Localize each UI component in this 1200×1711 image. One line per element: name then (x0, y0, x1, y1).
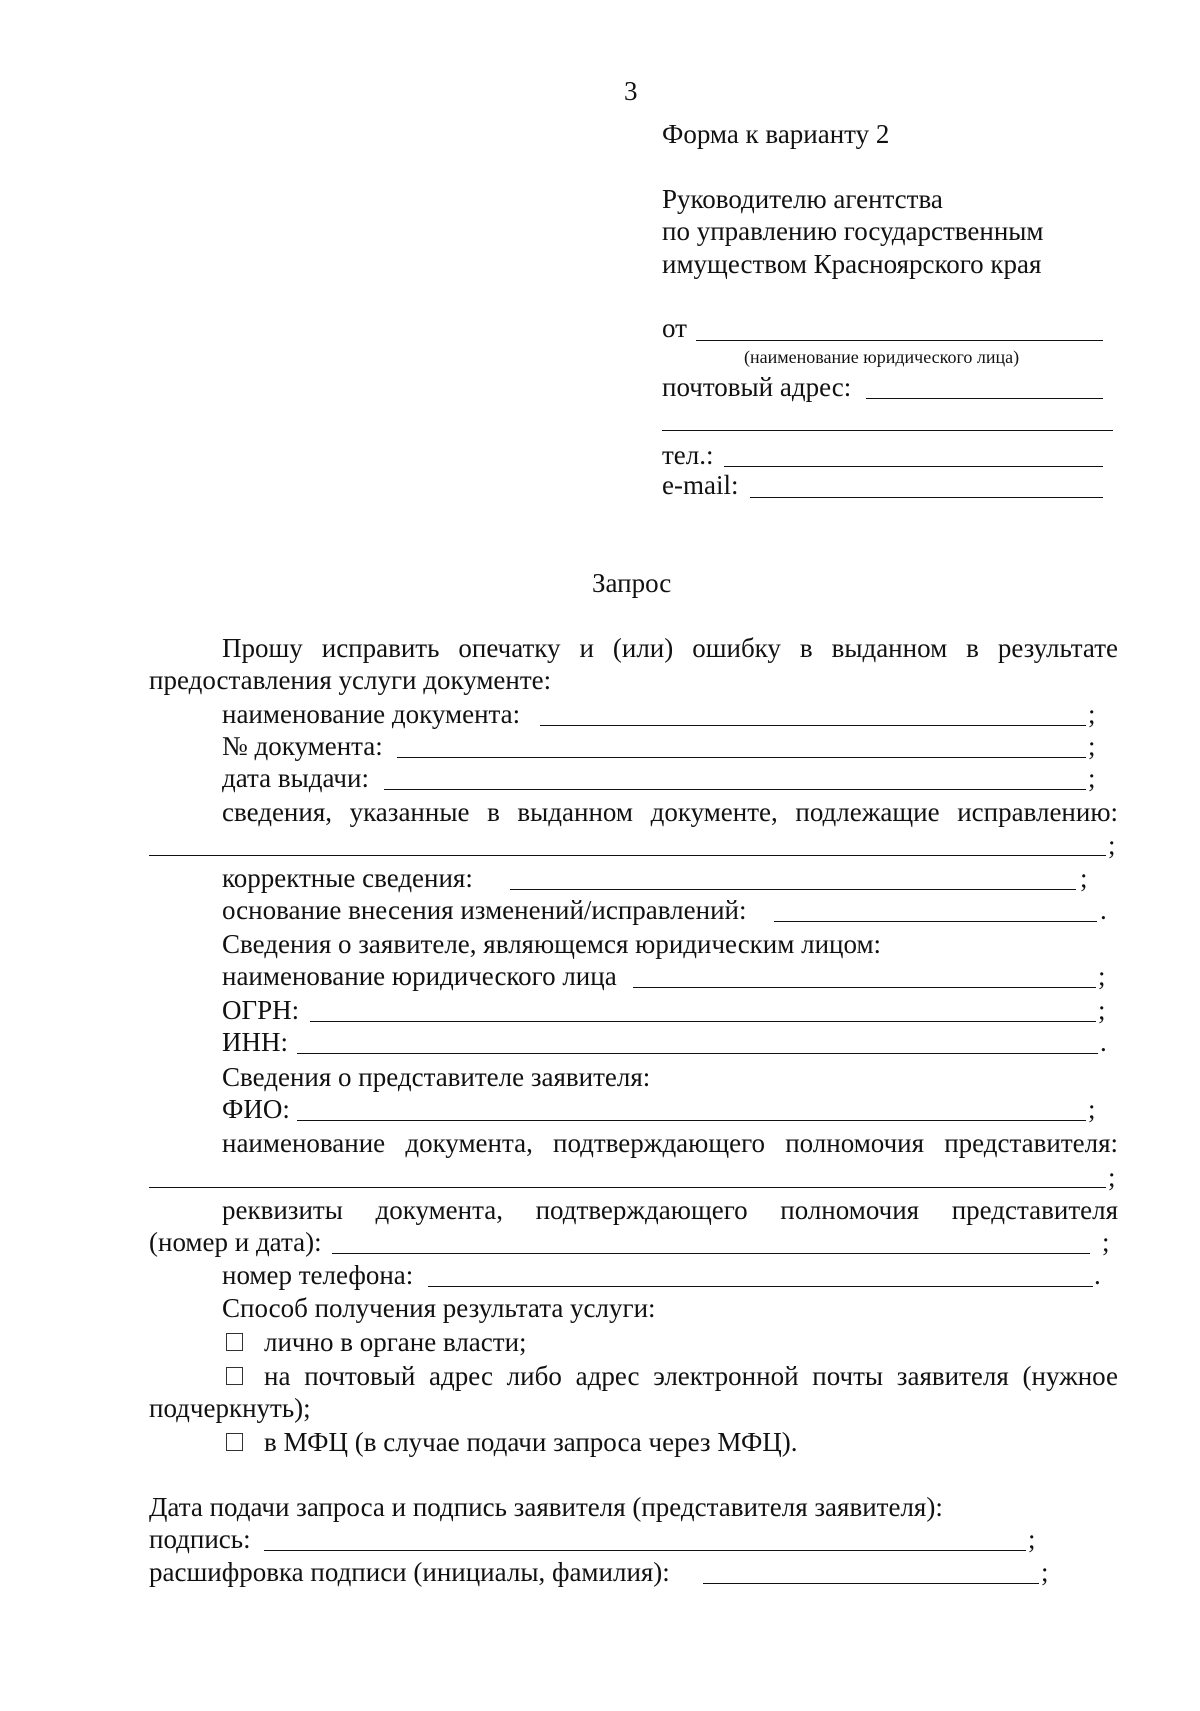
inn-period: . (1100, 1027, 1107, 1057)
rep-doc-details-semicolon: ; (1102, 1227, 1110, 1257)
email-field[interactable] (750, 497, 1103, 498)
basis-label: основание внесения изменений/исправлений: (222, 895, 747, 925)
page-number: 3 (624, 76, 638, 106)
intro-line-1: Прошу исправить опечатку и (или) ошибку в выданном в результате (222, 633, 1118, 663)
phone-number-period: . (1094, 1260, 1101, 1290)
rep-doc-name-semicolon: ; (1108, 1162, 1116, 1192)
rep-doc-details-line-2: (номер и дата): (149, 1227, 322, 1257)
doc-number-semicolon: ; (1088, 731, 1096, 761)
inn-field[interactable] (297, 1053, 1098, 1054)
correct-info-label: корректные сведения: (222, 863, 473, 893)
correct-info-field[interactable] (510, 889, 1076, 890)
addressee-line-3: имуществом Красноярского края (662, 249, 1042, 279)
option-2-line-1: на почтовый адрес либо адрес электронной почты заявителя (нужное (264, 1361, 1118, 1391)
rep-doc-name-label: наименование документа, подтверждающего полномочия представителя: (222, 1128, 1118, 1158)
doc-number-field[interactable] (397, 757, 1086, 758)
option-3-checkbox[interactable] (226, 1433, 243, 1451)
addressee-line-1: Руководителю агентства (662, 184, 943, 214)
legal-name-semicolon: ; (1098, 961, 1106, 991)
ogrn-field[interactable] (310, 1021, 1096, 1022)
option-1-label: лично в органе власти; (264, 1327, 527, 1357)
issue-date-label: дата выдачи: (222, 763, 369, 793)
intro-line-2: предоставления услуги документе: (149, 665, 552, 695)
doc-name-field[interactable] (540, 725, 1086, 726)
fix-info-label: сведения, указанные в выданном документе, подлежащие исправлению: (222, 797, 1118, 827)
correct-info-semicolon: ; (1080, 863, 1088, 893)
phone-field[interactable] (724, 466, 1103, 467)
signature-semicolon: ; (1028, 1524, 1036, 1554)
phone-label: тел.: (662, 440, 714, 470)
rep-doc-name-field[interactable] (149, 1187, 1106, 1188)
doc-name-label: наименование документа: (222, 699, 521, 729)
fix-info-semicolon: ; (1108, 830, 1116, 860)
option-2-checkbox[interactable] (226, 1367, 243, 1385)
fio-field[interactable] (297, 1120, 1086, 1121)
phone-number-field[interactable] (428, 1286, 1093, 1287)
postal-address-field[interactable] (866, 398, 1103, 399)
fio-label: ФИО: (222, 1094, 290, 1124)
issue-date-semicolon: ; (1088, 763, 1096, 793)
ogrn-semicolon: ; (1098, 995, 1106, 1025)
signature-field[interactable] (264, 1550, 1026, 1551)
applicant-heading: Сведения о заявителе, являющемся юридическим лицом: (222, 929, 882, 959)
document-title: Запрос (592, 568, 672, 598)
rep-doc-details-field[interactable] (332, 1253, 1090, 1254)
addressee-line-2: по управлению государственным (662, 216, 1044, 246)
basis-period: . (1100, 895, 1107, 925)
form-title: Форма к варианту 2 (662, 119, 890, 149)
legal-name-label: наименование юридического лица (222, 961, 617, 991)
fio-semicolon: ; (1088, 1094, 1096, 1124)
doc-number-label: № документа: (222, 731, 383, 761)
option-2-line-2: подчеркнуть); (149, 1393, 311, 1423)
ogrn-label: ОГРН: (222, 995, 300, 1025)
email-label: e-mail: (662, 470, 739, 500)
date-sign-heading: Дата подачи запроса и подпись заявителя (представителя заявителя): (149, 1492, 943, 1522)
method-heading: Способ получения результата услуги: (222, 1293, 656, 1323)
postal-address-field-2[interactable] (662, 430, 1113, 431)
option-1-checkbox[interactable] (226, 1333, 243, 1351)
rep-heading: Сведения о представителе заявителя: (222, 1062, 651, 1092)
doc-name-semicolon: ; (1088, 699, 1096, 729)
option-3-label: в МФЦ (в случае подачи запроса через МФЦ). (264, 1427, 798, 1457)
issue-date-field[interactable] (384, 789, 1086, 790)
inn-label: ИНН: (222, 1027, 288, 1057)
signature-label: подпись: (149, 1524, 251, 1554)
postal-address-label: почтовый адрес: (662, 372, 852, 402)
phone-number-label: номер телефона: (222, 1260, 414, 1290)
basis-field[interactable] (774, 921, 1097, 922)
legal-name-field[interactable] (633, 987, 1096, 988)
from-label: от (662, 313, 687, 343)
rep-doc-details-line-1: реквизиты документа, подтверждающего полномочия представителя (222, 1195, 1118, 1225)
signature-decode-label: расшифровка подписи (инициалы, фамилия): (149, 1557, 670, 1587)
from-field[interactable] (696, 340, 1103, 341)
signature-decode-semicolon: ; (1041, 1557, 1049, 1587)
signature-decode-field[interactable] (703, 1583, 1039, 1584)
from-caption: (наименование юридического лица) (744, 347, 1020, 367)
fix-info-field[interactable] (149, 855, 1106, 856)
